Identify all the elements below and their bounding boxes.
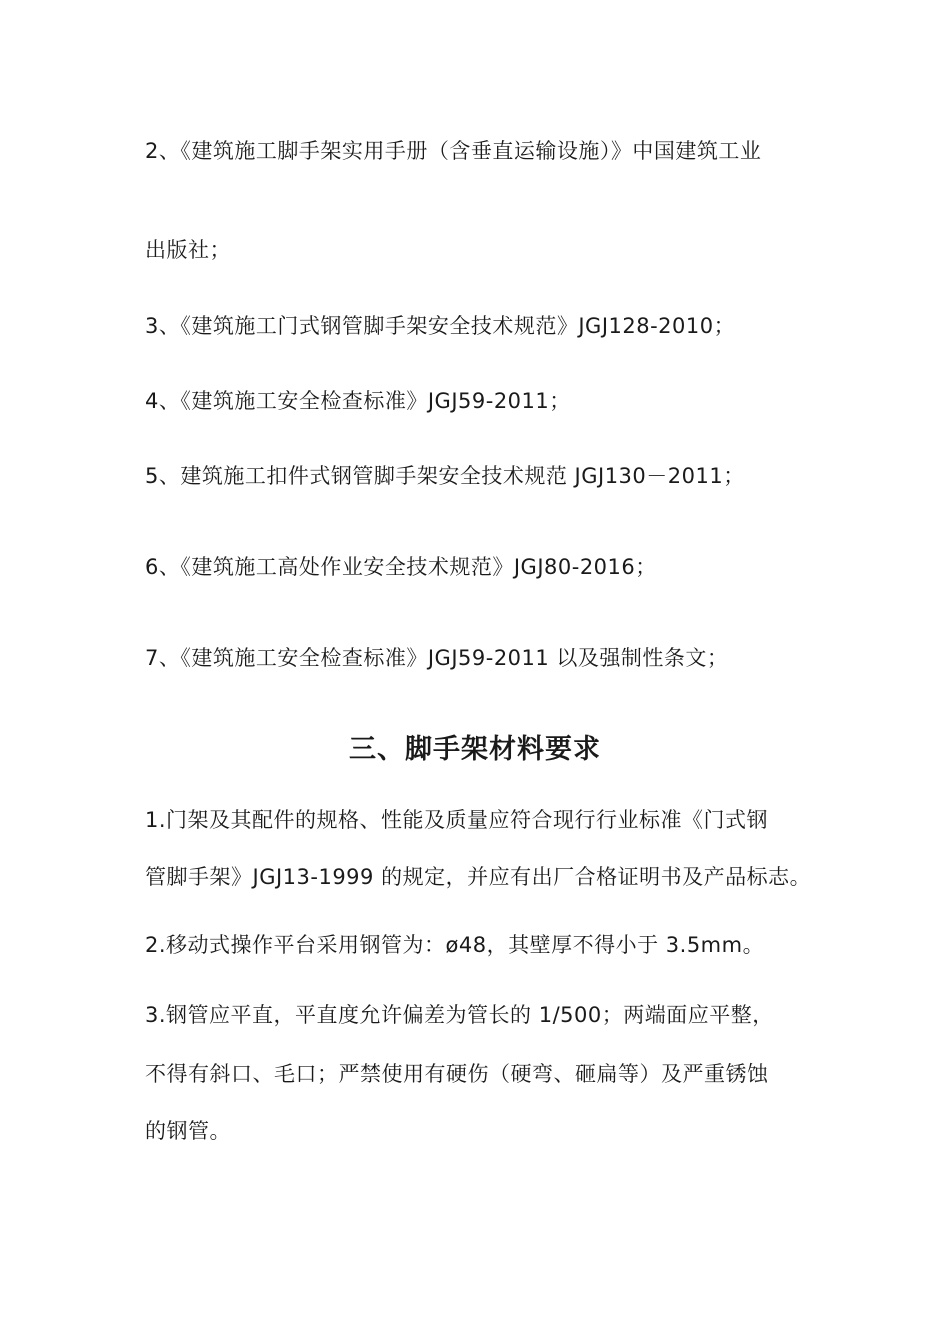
reference-item-4: 4、《建筑施工安全检查标准》JGJ59-2011； [145, 389, 571, 413]
reference-item-6: 6、《建筑施工高处作业安全技术规范》JGJ80-2016； [145, 555, 657, 579]
requirement-3-line-3: 的钢管。 [145, 1119, 231, 1143]
requirement-1-line-1: 1.门架及其配件的规格、性能及质量应符合现行行业标准《门式钢 [145, 808, 769, 832]
requirement-3-line-2: 不得有斜口、毛口；严禁使用有硬伤（硬弯、砸扁等）及严重锈蚀 [145, 1062, 769, 1086]
reference-item-3: 3、《建筑施工门式钢管脚手架安全技术规范》JGJ128-2010； [145, 314, 736, 338]
reference-item-2-line-2: 出版社； [145, 238, 231, 262]
requirement-2: 2.移动式操作平台采用钢管为：ø48，其壁厚不得小于 3.5mm。 [145, 933, 765, 957]
requirement-1-line-2: 管脚手架》JGJ13-1999 的规定，并应有出厂合格证明书及产品标志。 [145, 865, 812, 889]
reference-item-2-line-1: 2、《建筑施工脚手架实用手册（含垂直运输设施）》中国建筑工业 [145, 139, 762, 163]
section-heading: 三、脚手架材料要求 [349, 734, 601, 765]
reference-item-7: 7、《建筑施工安全检查标准》JGJ59-2011 以及强制性条文； [145, 646, 729, 670]
reference-item-5: 5、建筑施工扣件式钢管脚手架安全技术规范 JGJ130－2011； [145, 464, 745, 488]
requirement-3-line-1: 3.钢管应平直，平直度允许偏差为管长的 1/500；两端面应平整， [145, 1003, 774, 1027]
